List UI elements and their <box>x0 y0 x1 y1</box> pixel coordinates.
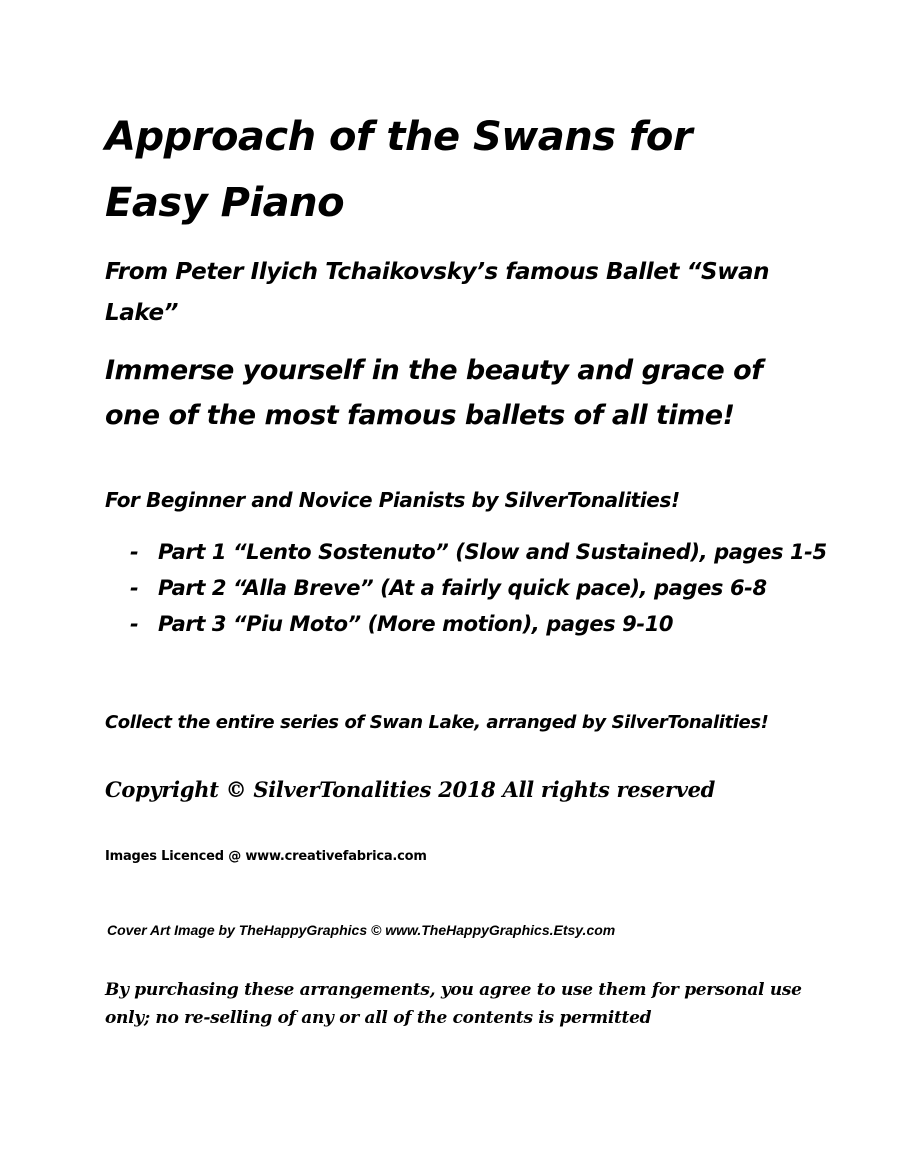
audience-line: For Beginner and Novice Pianists by SilverTonalities! <box>105 488 680 512</box>
cover-art-credit: Cover Art Image by TheHappyGraphics © www.TheHappyGraphics.Etsy.com <box>107 922 616 938</box>
list-bullet: - <box>130 612 139 636</box>
purchase-notice: By purchasing these arrangements, you agree to use them for personal use only; no re-selling of any or all of the contents is permitted <box>105 980 802 1028</box>
images-licence-line: Images Licenced @ www.creativefabrica.com <box>105 849 427 864</box>
list-item <box>130 606 850 642</box>
list-bullet: - <box>130 576 139 600</box>
list-item <box>130 534 850 570</box>
collect-series-line: Collect the entire series of Swan Lake, arranged by SilverTonalities! <box>105 712 769 733</box>
list-bullet: - <box>130 540 139 564</box>
subtitle: From Peter Ilyich Tchaikovsky’s famous Ballet “Swan Lake” <box>105 259 770 326</box>
parts-list <box>130 534 850 642</box>
copyright-notice: Copyright © SilverTonalities 2018 All rights reserved <box>105 777 716 802</box>
page-title: Approach of the Swans for Easy Piano <box>105 114 693 226</box>
part-3-text: Part 3 “Piu Moto” (More motion), pages 9-10 <box>158 612 674 636</box>
tagline: Immerse yourself in the beauty and grace of one of the most famous ballets of all time! <box>105 355 763 431</box>
list-item <box>130 570 850 606</box>
part-1-text: Part 1 “Lento Sostenuto” (Slow and Sustained), pages 1-5 <box>158 540 827 564</box>
part-2-text: Part 2 “Alla Breve” (At a fairly quick pace), pages 6-8 <box>158 576 767 600</box>
